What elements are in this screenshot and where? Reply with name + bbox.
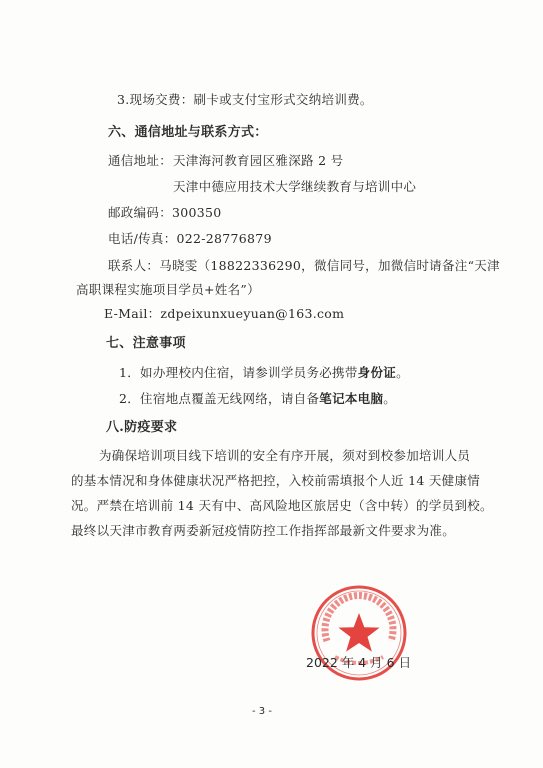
notice-item-2-end: 。 (383, 391, 397, 406)
document-date: 2022 年 4 月 6 日 (306, 655, 412, 670)
notice-item-1 (119, 365, 409, 381)
notice-item-2-bold: 笔记本电脑 (319, 391, 384, 406)
address-label: 通信地址： (108, 153, 173, 168)
epidemic-para-line-3: 况。严禁在培训前 14 天有中、高风险地区旅居史（含中转）的学员到校。 (71, 498, 493, 513)
section-7-title: 七、注意事项 (106, 336, 186, 351)
notice-item-1-end: 。 (396, 365, 409, 380)
notice-item-1-text: 1．如办理校内住宿，请参训学员务必携带 (119, 365, 358, 380)
address-line-2: 天津中德应用技术大学继续教育与培训中心 (173, 179, 417, 194)
epidemic-para-line-2: 的基本情况和身体健康状况严格把控，入校前需填报个人近 14 天健康情 (71, 473, 481, 488)
address-line-1: 天津海河教育园区雅深路 2 号 (173, 153, 344, 168)
postcode: 邮政编码：300350 (108, 205, 222, 220)
section-6-title: 六、通信地址与联系方式： (108, 125, 268, 140)
epidemic-para-line-1: 为确保培训项目线下培训的安全有序开展，须对到校参加培训人员 (99, 448, 471, 463)
epidemic-para-line-4: 最终以天津市教育两委新冠疫情防控工作指挥部最新文件要求为准。 (71, 523, 456, 538)
page-number: - 3 - (252, 706, 272, 717)
phone-fax: 电话/传真：022-28776879 (108, 231, 272, 246)
payment-item-3: 3.现场交费：刷卡或支付宝形式交纳培训费。 (117, 92, 373, 107)
notice-item-2 (119, 391, 396, 407)
contact-line-1: 联系人：马晓雯（18822336290，微信同号，加微信时请备注“天津 (108, 258, 500, 273)
contact-line-2: 高职课程实施项目学员+姓名”） (76, 282, 260, 297)
email: E-Mail：zdpeixunxueyuan@163.com (104, 306, 345, 321)
notice-item-1-bold: 身份证 (357, 365, 397, 380)
section-8-title: 八.防疫要求 (106, 420, 178, 435)
notice-item-2-text: 2．住宿地点覆盖无线网络，请自备 (119, 391, 320, 406)
